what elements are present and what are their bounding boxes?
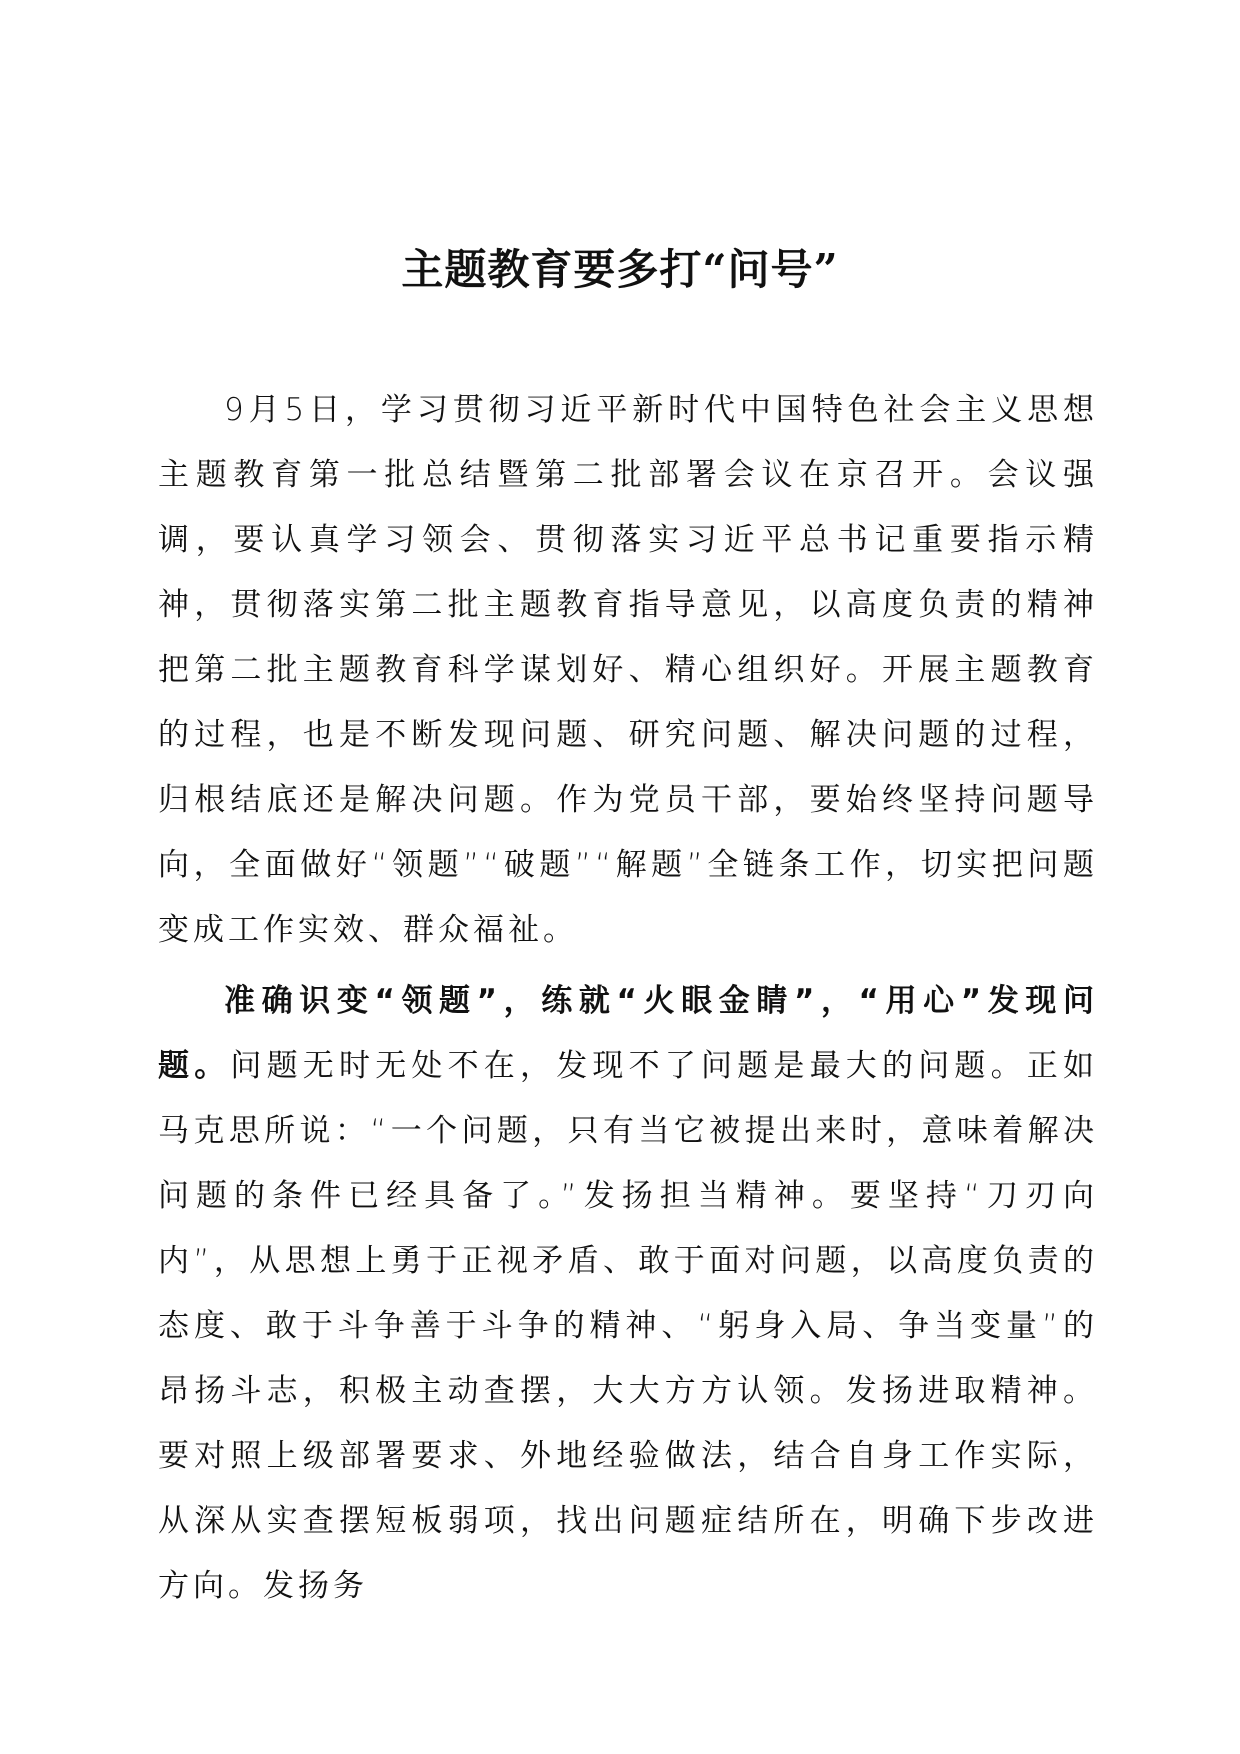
document-body xyxy=(158,378,1098,1619)
document-title: 主题教育要多打“问号” xyxy=(401,245,839,294)
paragraph-section-1-text: 问题无时无处不在，发现不了问题是最大的问题。正如马克思所说：“一个问题，只有当它被提出来时，意味着解决问题的条件已经具备了。”发扬担当精神。要坚持“刀刃向内”，从思想上勇于正视矛盾、敢于面对问题，以高度负责的态度、敢于斗争善于斗争的精神、“躬身入局、争当变量”的昂扬斗志，积极主动查摆，大大方方认领。发扬进取精神。要对照上级部署要求、外地经验做法，结合自身工作实际，从深从实查摆短板弱项，找出问题症结所在，明确下步改进方向。发扬务 xyxy=(158,1048,1099,1604)
paragraph-intro-text: 9月5日，学习贯彻习近平新时代中国特色社会主义思想主题教育第一批总结暨第二批部署会议在京召开。会议强调，要认真学习领会、贯彻落实习近平总书记重要指示精神，贯彻落实第二批主题教育指导意见，以高度负责的精神把第二批主题教育科学谋划好、精心组织好。开展主题教育的过程，也是不断发现问题、研究问题、解决问题的过程，归根结底还是解决问题。作为党员干部，要始终坚持问题导向，全面做好“领题”“破题”“解题”全链条工作，切实把问题变成工作实效、群众福祉。 xyxy=(158,392,1098,948)
paragraph-intro xyxy=(158,378,1098,963)
paragraph-section-1 xyxy=(158,969,1098,1619)
paragraph-section-1-lead: 准确识变“领题”，练就“火眼金睛”，“用心”发现问题。 xyxy=(158,983,1098,1084)
